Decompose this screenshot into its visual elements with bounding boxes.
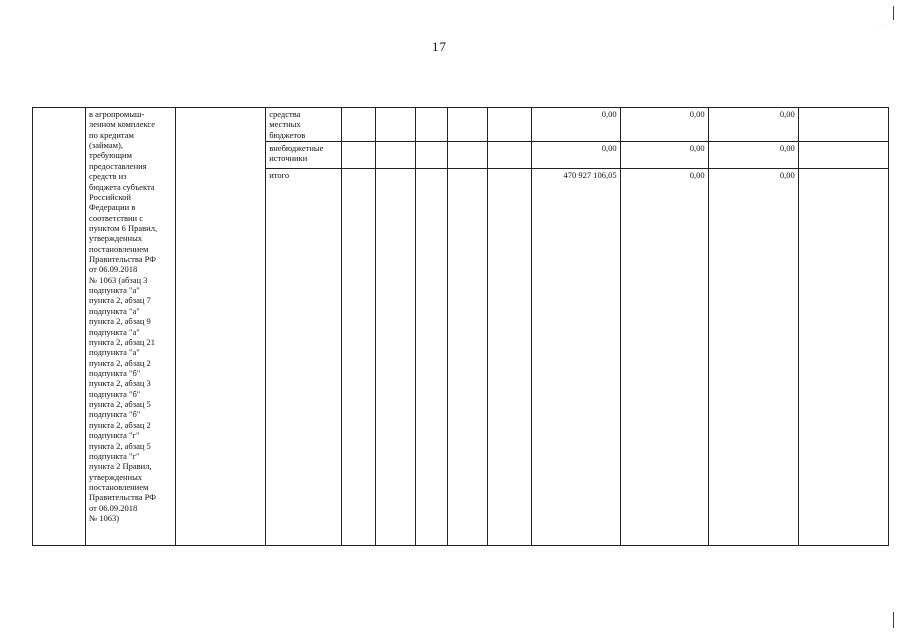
funding-source-cell: средства местных бюджетов <box>266 108 342 142</box>
amount-cell: 0,00 <box>532 142 620 169</box>
amount-cell: 0,00 <box>620 108 708 142</box>
amount-cell: 0,00 <box>620 142 708 169</box>
empty-cell <box>342 108 376 142</box>
empty-cell <box>342 142 376 169</box>
amount-cell: 0,00 <box>620 169 708 546</box>
table-row <box>33 108 889 142</box>
page-number: 17 <box>432 39 447 54</box>
empty-cell <box>798 169 888 546</box>
empty-cell <box>416 169 448 546</box>
amount-cell: 0,00 <box>708 108 798 142</box>
empty-cell <box>376 169 416 546</box>
empty-cell <box>416 108 448 142</box>
empty-cell <box>376 142 416 169</box>
empty-cell <box>448 142 488 169</box>
amount-cell: 0,00 <box>532 108 620 142</box>
budget-table <box>32 107 889 546</box>
scan-edge-mark <box>893 6 894 20</box>
total-amount-cell: 470 927 106,05 <box>532 169 620 546</box>
empty-index-cell <box>33 108 86 546</box>
empty-cell <box>488 169 532 546</box>
amount-cell: 0,00 <box>708 142 798 169</box>
empty-cell <box>176 108 266 546</box>
funding-source-cell: внебюджетные источники <box>266 142 342 169</box>
scan-edge-mark-bottom <box>893 612 894 628</box>
empty-cell <box>376 108 416 142</box>
description-cell: в агропромыш- ленном комплексе по кредитам (займам), требующим предоставления средств из бюджета субъекта Российской Федерации в соответствии с пунктом 6 Правил, утвержденных постановлением Правительства РФ от 06.09.2018 № 1063 (абзац 3 подпункта "а" пункта 2, абзац 7 подпункта "а" пункта 2, абзац 9 подпункта "а" пункта 2, абзац 21 подпункта "а" пункта 2, абзац 2 подпункта "б" пункта 2, абзац 3 подпункта "б" пункта 2, абзац 5 подпункта "б" пункта 2, абзац 2 подпункта "г" пункта 2, абзац 5 подпункта "г" пункта 2 Правил, утвержденных постановлением Правительства РФ от 06.09.2018 № 1063) <box>86 108 176 546</box>
empty-cell <box>488 108 532 142</box>
empty-cell <box>798 108 888 142</box>
empty-cell <box>448 169 488 546</box>
empty-cell <box>488 142 532 169</box>
empty-cell <box>798 142 888 169</box>
empty-cell <box>342 169 376 546</box>
empty-cell <box>416 142 448 169</box>
funding-source-cell: итого <box>266 169 342 546</box>
scan-edge-dots: · · <box>879 24 885 30</box>
amount-cell: 0,00 <box>708 169 798 546</box>
empty-cell <box>448 108 488 142</box>
